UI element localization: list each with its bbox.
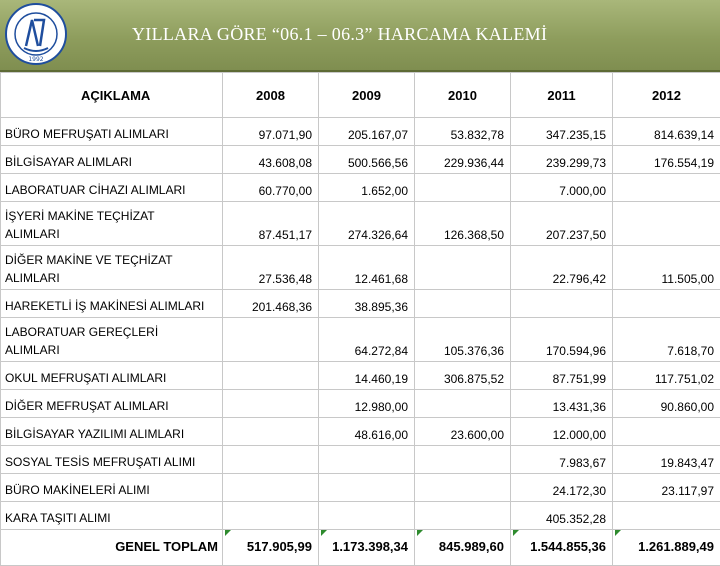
value-cell-2011: 7.983,67 [511, 446, 613, 474]
value-cell-2008 [223, 418, 319, 446]
value-cell-2008 [223, 318, 319, 362]
table-row [1, 246, 720, 290]
row-description-line: OKUL MEFRUŞATI ALIMLARI [5, 369, 218, 387]
total-value-text: 517.905,99 [247, 539, 312, 554]
value-cell-2010 [415, 502, 511, 530]
value-cell-2008: 60.770,00 [223, 174, 319, 202]
value-cell-2009: 38.895,36 [319, 290, 415, 318]
column-header-2008: 2008 [223, 73, 319, 118]
table-row [1, 202, 720, 246]
value-cell-2010: 229.936,44 [415, 146, 511, 174]
row-description-line: BÜRO MAKİNELERİ ALIMI [5, 481, 218, 499]
table-row [1, 362, 720, 390]
formula-marker-icon [615, 530, 621, 536]
row-description-line: LABORATUAR CİHAZI ALIMLARI [5, 181, 218, 199]
row-description [1, 146, 223, 174]
total-value-text: 845.989,60 [439, 539, 504, 554]
value-cell-2011: 87.751,99 [511, 362, 613, 390]
total-value-2010 [415, 530, 511, 566]
table-row [1, 146, 720, 174]
table-body [1, 118, 720, 566]
value-cell-2011: 405.352,28 [511, 502, 613, 530]
row-description-line: DİĞER MEFRUŞAT ALIMLARI [5, 397, 218, 415]
table-row [1, 318, 720, 362]
row-description [1, 418, 223, 446]
column-header-2012: 2012 [613, 73, 720, 118]
total-value-2012 [613, 530, 720, 566]
column-header-2009: 2009 [319, 73, 415, 118]
value-cell-2008: 201.468,36 [223, 290, 319, 318]
column-header-2010: 2010 [415, 73, 511, 118]
total-value-text: 1.173.398,34 [332, 539, 408, 554]
total-label: GENEL TOPLAM [1, 530, 223, 566]
value-cell-2010: 105.376,36 [415, 318, 511, 362]
value-cell-2011: 24.172,30 [511, 474, 613, 502]
table-row [1, 390, 720, 418]
value-cell-2008 [223, 362, 319, 390]
total-row [1, 530, 720, 566]
value-cell-2011: 12.000,00 [511, 418, 613, 446]
row-description-line: İŞYERİ MAKİNE TEÇHİZAT [5, 207, 218, 225]
value-cell-2012 [613, 290, 720, 318]
value-cell-2008 [223, 446, 319, 474]
column-header-2011: 2011 [511, 73, 613, 118]
value-cell-2011: 239.299,73 [511, 146, 613, 174]
value-cell-2012 [613, 202, 720, 246]
value-cell-2011: 7.000,00 [511, 174, 613, 202]
value-cell-2012: 90.860,00 [613, 390, 720, 418]
table-header-row [1, 73, 720, 118]
university-seal-icon [4, 2, 68, 66]
value-cell-2009 [319, 474, 415, 502]
value-cell-2010 [415, 246, 511, 290]
value-cell-2012: 7.618,70 [613, 318, 720, 362]
value-cell-2012: 11.505,00 [613, 246, 720, 290]
table-row [1, 446, 720, 474]
value-cell-2010: 126.368,50 [415, 202, 511, 246]
value-cell-2009 [319, 502, 415, 530]
table-row [1, 290, 720, 318]
value-cell-2010 [415, 390, 511, 418]
row-description [1, 362, 223, 390]
value-cell-2009: 12.461,68 [319, 246, 415, 290]
row-description [1, 290, 223, 318]
row-description-line: KARA TAŞITI ALIMI [5, 509, 218, 527]
table-row [1, 418, 720, 446]
value-cell-2012 [613, 174, 720, 202]
value-cell-2009: 64.272,84 [319, 318, 415, 362]
value-cell-2008: 27.536,48 [223, 246, 319, 290]
row-description [1, 390, 223, 418]
row-description [1, 474, 223, 502]
row-description-line: SOSYAL TESİS MEFRUŞATI ALIMI [5, 453, 218, 471]
value-cell-2008: 87.451,17 [223, 202, 319, 246]
row-description-line: DİĞER MAKİNE VE TEÇHİZAT [5, 251, 218, 269]
formula-marker-icon [513, 530, 519, 536]
expense-table [0, 72, 720, 566]
table-row [1, 118, 720, 146]
row-description-line: ALIMLARI [5, 269, 218, 287]
value-cell-2012: 19.843,47 [613, 446, 720, 474]
row-description [1, 202, 223, 246]
row-description-line: BİLGİSAYAR ALIMLARI [5, 153, 218, 171]
value-cell-2010 [415, 474, 511, 502]
value-cell-2009: 274.326,64 [319, 202, 415, 246]
value-cell-2009: 205.167,07 [319, 118, 415, 146]
row-description [1, 318, 223, 362]
table-row [1, 174, 720, 202]
value-cell-2008: 43.608,08 [223, 146, 319, 174]
value-cell-2009: 14.460,19 [319, 362, 415, 390]
formula-marker-icon [225, 530, 231, 536]
value-cell-2010 [415, 446, 511, 474]
table-row [1, 474, 720, 502]
value-cell-2009: 1.652,00 [319, 174, 415, 202]
row-description-line: LABORATUAR GEREÇLERİ [5, 323, 218, 341]
expense-table-container [0, 72, 720, 540]
value-cell-2008 [223, 390, 319, 418]
row-description [1, 246, 223, 290]
total-value-text: 1.261.889,49 [638, 539, 714, 554]
table-row [1, 502, 720, 530]
row-description-line: HAREKETLİ İŞ MAKİNESİ ALIMLARI [5, 297, 218, 315]
value-cell-2011: 347.235,15 [511, 118, 613, 146]
row-description-line: ALIMLARI [5, 225, 218, 243]
value-cell-2011 [511, 290, 613, 318]
row-description [1, 118, 223, 146]
total-value-2008 [223, 530, 319, 566]
row-description [1, 446, 223, 474]
value-cell-2008 [223, 474, 319, 502]
total-value-2009 [319, 530, 415, 566]
value-cell-2009: 500.566,56 [319, 146, 415, 174]
value-cell-2012 [613, 418, 720, 446]
column-header-description: AÇIKLAMA [1, 73, 223, 118]
value-cell-2011: 170.594,96 [511, 318, 613, 362]
value-cell-2010: 53.832,78 [415, 118, 511, 146]
value-cell-2011: 13.431,36 [511, 390, 613, 418]
formula-marker-icon [417, 530, 423, 536]
value-cell-2010: 306.875,52 [415, 362, 511, 390]
row-description-line: ALIMLARI [5, 341, 218, 359]
title-bar [0, 0, 720, 72]
value-cell-2009: 12.980,00 [319, 390, 415, 418]
value-cell-2012: 814.639,14 [613, 118, 720, 146]
value-cell-2012: 23.117,97 [613, 474, 720, 502]
value-cell-2008: 97.071,90 [223, 118, 319, 146]
total-value-text: 1.544.855,36 [530, 539, 606, 554]
value-cell-2011: 22.796,42 [511, 246, 613, 290]
value-cell-2008 [223, 502, 319, 530]
row-description [1, 174, 223, 202]
seal-year: 1992 [28, 56, 43, 63]
value-cell-2012: 176.554,19 [613, 146, 720, 174]
page-title: YILLARA GÖRE “06.1 – 06.3” HARCAMA KALEMİ [132, 24, 547, 45]
value-cell-2012 [613, 502, 720, 530]
formula-marker-icon [321, 530, 327, 536]
value-cell-2012: 117.751,02 [613, 362, 720, 390]
total-value-2011 [511, 530, 613, 566]
value-cell-2010 [415, 290, 511, 318]
value-cell-2010 [415, 174, 511, 202]
value-cell-2009 [319, 446, 415, 474]
value-cell-2010: 23.600,00 [415, 418, 511, 446]
value-cell-2009: 48.616,00 [319, 418, 415, 446]
row-description-line: BİLGİSAYAR YAZILIMI ALIMLARI [5, 425, 218, 443]
row-description [1, 502, 223, 530]
value-cell-2011: 207.237,50 [511, 202, 613, 246]
row-description-line: BÜRO MEFRUŞATI ALIMLARI [5, 125, 218, 143]
